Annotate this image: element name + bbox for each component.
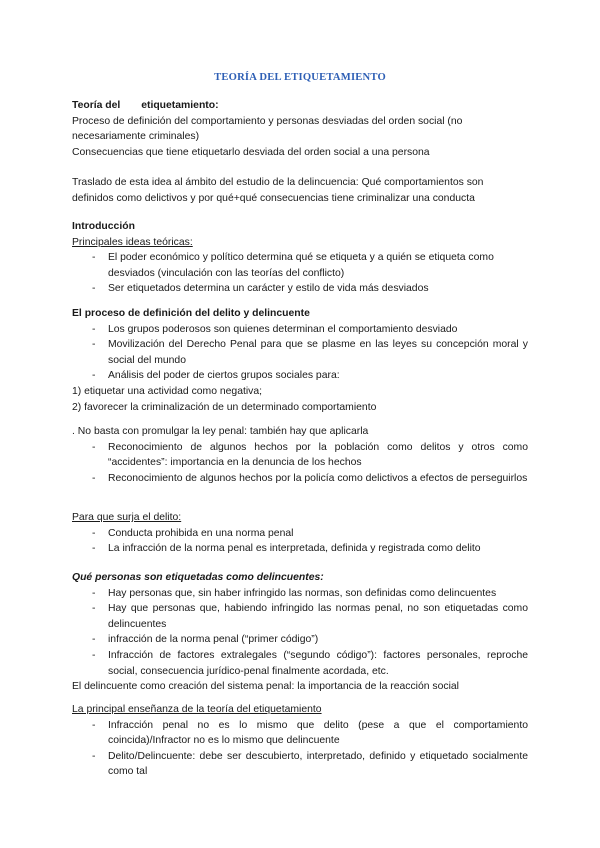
introduccion-section — [72, 219, 528, 297]
intro-heading — [72, 98, 528, 114]
no-basta-list — [72, 440, 528, 487]
list-item: - Análisis del poder de ciertos grupos sociales para: — [72, 368, 528, 384]
list-item: - Infracción penal no es lo mismo que delito (pese a que el comportamiento coincida)/Infractor no es lo mismo que delincuente — [72, 718, 528, 749]
proceso-heading: El proceso de definición del delito y delincuente — [72, 308, 310, 319]
list-item: - infracción de la norma penal (“primer código”) — [72, 632, 528, 648]
introduccion-subheading: Principales ideas teóricas: — [72, 236, 193, 248]
intro-heading-part-b: etiquetamiento: — [141, 100, 219, 111]
personas-closing: El delincuente como creación del sistema penal: la importancia de la reacción social — [72, 681, 459, 693]
surja-heading: Para que surja el delito: — [72, 512, 182, 523]
numbered-item: 1) etiquetar una actividad como negativa; — [72, 385, 263, 397]
introduccion-list — [72, 250, 528, 297]
list-item: - El poder económico y político determina qué se etiqueta y a quién se etiqueta como desviados (vinculación con las teorías del conflicto) — [72, 250, 528, 281]
no-basta-section — [72, 424, 528, 486]
list-item: - Ser etiquetados determina un carácter y estilo de vida más desviados — [72, 281, 528, 297]
introduccion-heading: Introducción — [72, 221, 135, 232]
list-item: - Infracción de factores extralegales (“segundo código”): factores personales, reproche social, consecuencia jurídico-penal finalmente acordada, etc. — [72, 648, 528, 679]
list-item: - Delito/Delincuente: debe ser descubierto, interpretado, definido y etiquetado socialmente como tal — [72, 749, 528, 780]
list-item: - Conducta prohibida en una norma penal — [72, 526, 528, 542]
list-item: - Movilización del Derecho Penal para que se plasme en las leyes su concepción moral y social del mundo — [72, 337, 528, 368]
no-basta-lead: . No basta con promulgar la ley penal: también hay que aplicarla — [72, 426, 369, 437]
proceso-list — [72, 322, 528, 384]
numbered-item: 2) favorecer la criminalización de un determinado comportamiento — [72, 401, 377, 413]
intro-heading-part-a: Teoría del — [72, 100, 121, 111]
proceso-section — [72, 306, 528, 415]
surja-list — [72, 526, 528, 557]
intro-definition: Proceso de definición del comportamiento y personas desviadas del orden social (no necesariamente criminales) — [72, 115, 463, 143]
list-item: - La infracción de la norma penal es interpretada, definida y registrada como delito — [72, 541, 528, 557]
list-item: - Reconocimiento de algunos hechos por la policía como delictivos a efectos de perseguirlos — [72, 471, 528, 487]
ensenanza-heading: La principal enseñanza de la teoría del etiquetamiento — [72, 704, 322, 715]
intro-transfer: Traslado de esta idea al ámbito del estudio de la delincuencia: Qué comportamientos son definidos como delictivos y por qué+qué consecuencias tiene criminalizar una conducta — [72, 177, 484, 204]
personas-heading: Qué personas son etiquetadas como delincuentes: — [72, 572, 324, 583]
personas-section — [72, 570, 528, 695]
list-item: - Reconocimiento de algunos hechos por la población como delitos y otros como “accidentes”: importancia en la denuncia de los hechos — [72, 440, 528, 471]
list-item: - Los grupos poderosos son quienes determinan el comportamiento desviado — [72, 322, 528, 338]
intro-consequences: Consecuencias que tiene etiquetarlo desviada del orden social a una persona — [72, 146, 430, 158]
ensenanza-section — [72, 702, 528, 780]
ensenanza-list — [72, 718, 528, 780]
personas-list — [72, 586, 528, 680]
surja-section — [72, 510, 528, 557]
document-title: TEORÍA DEL ETIQUETAMIENTO — [214, 72, 386, 83]
list-item: - Hay que personas que, habiendo infringido las normas penal, no son etiquetadas como delincuentes — [72, 601, 528, 632]
intro-section — [72, 98, 528, 207]
list-item: - Hay personas que, sin haber infringido las normas, son definidas como delincuentes — [72, 586, 528, 602]
